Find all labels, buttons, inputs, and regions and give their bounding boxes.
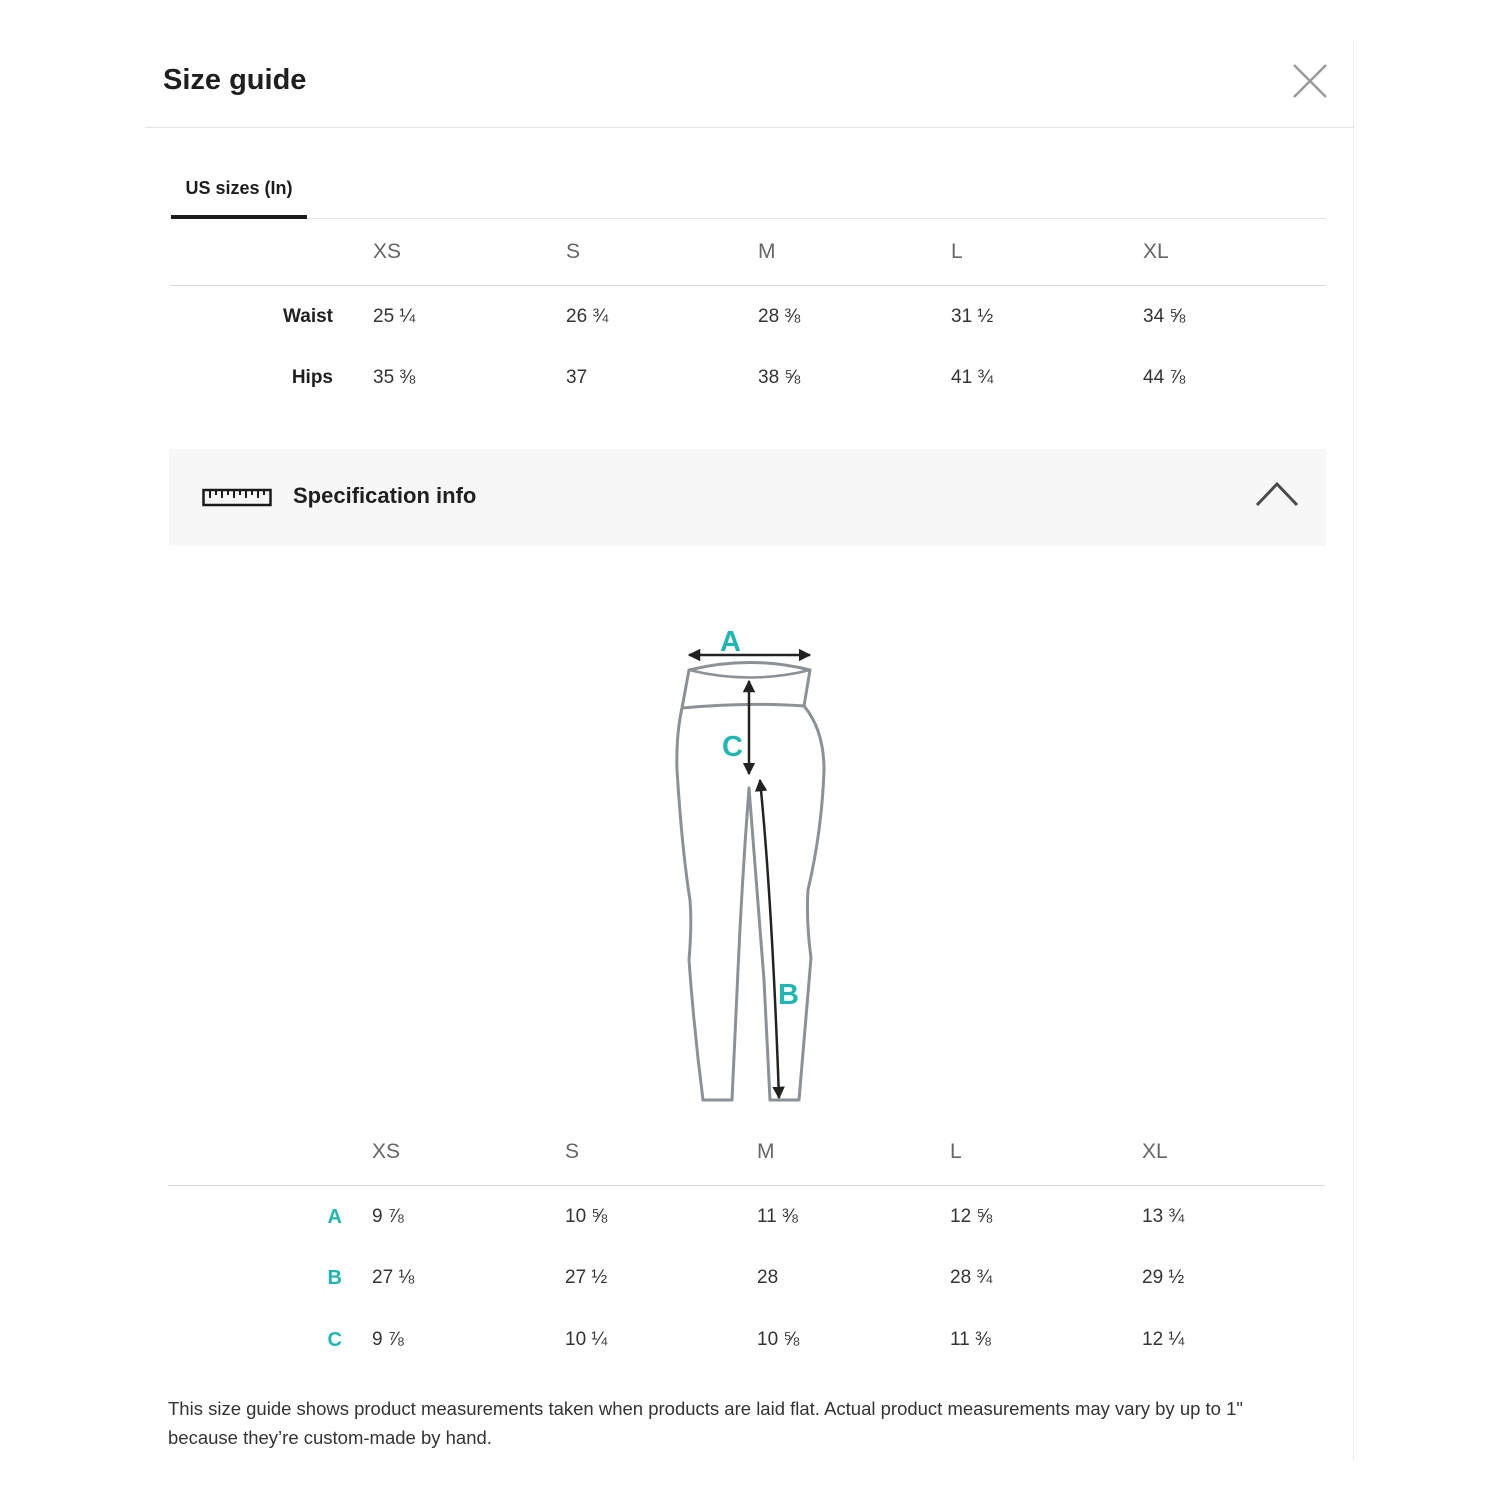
modal-title: Size guide xyxy=(163,64,307,96)
diagram-label-c: C xyxy=(722,731,743,763)
table-cell: 27 ⅛ xyxy=(372,1267,415,1288)
size-guide-modal xyxy=(145,40,1354,1460)
specification-info-title: Specification info xyxy=(293,483,477,508)
size-table-header xyxy=(170,220,1326,285)
column-header: XL xyxy=(1143,220,1326,285)
table-cell: 28 ¾ xyxy=(950,1267,993,1288)
column-header: L xyxy=(951,220,1143,285)
table-cell: 25 ¼ xyxy=(373,306,416,328)
column-header: S xyxy=(566,220,758,285)
table-row xyxy=(168,1247,1325,1309)
modal-header xyxy=(145,40,1354,128)
header-spacer xyxy=(170,220,373,285)
diagram-label-a: A xyxy=(720,626,741,658)
row-label-waist: Waist xyxy=(283,306,333,328)
spec-table-header xyxy=(168,1120,1325,1185)
measurement-note: This size guide shows product measurements taken when products are laid flat. Actual product measurements may vary by up to 1" because they’re custom-made by hand. xyxy=(168,1398,1243,1448)
specification-table xyxy=(168,1120,1325,1371)
ruler-icon xyxy=(202,488,272,513)
tab-us-sizes[interactable]: US sizes (In) xyxy=(171,168,307,219)
row-label-b: B xyxy=(327,1266,342,1289)
table-cell: 13 ¾ xyxy=(1142,1206,1185,1228)
column-header: XS xyxy=(373,220,566,285)
table-cell: 35 ⅜ xyxy=(373,367,416,388)
table-cell: 12 ¼ xyxy=(1142,1329,1185,1350)
table-cell: 11 ⅜ xyxy=(757,1206,798,1228)
table-row xyxy=(168,1309,1325,1371)
table-cell: 10 ¼ xyxy=(565,1329,608,1350)
row-label-a: A xyxy=(327,1205,342,1228)
diagram-label-b: B xyxy=(778,979,799,1011)
table-cell: 28 xyxy=(757,1267,779,1288)
leggings-measurement-diagram xyxy=(670,580,840,1120)
column-header: M xyxy=(757,1120,950,1185)
column-header: M xyxy=(758,220,951,285)
table-row xyxy=(170,285,1326,347)
column-header: XS xyxy=(372,1120,565,1185)
table-cell: 34 ⅝ xyxy=(1143,306,1186,328)
row-label-c: C xyxy=(327,1328,342,1351)
table-cell: 28 ⅜ xyxy=(758,306,801,328)
column-header: L xyxy=(950,1120,1142,1185)
column-header: XL xyxy=(1142,1120,1325,1185)
table-cell: 12 ⅝ xyxy=(950,1206,993,1228)
table-cell: 9 ⅞ xyxy=(372,1329,404,1350)
table-cell: 26 ¾ xyxy=(566,306,609,328)
table-cell: 11 ⅜ xyxy=(950,1329,991,1350)
table-cell: 44 ⅞ xyxy=(1143,367,1186,388)
header-spacer xyxy=(168,1120,372,1185)
table-cell: 29 ½ xyxy=(1142,1267,1185,1288)
close-icon[interactable] xyxy=(1291,62,1329,100)
table-cell: 9 ⅞ xyxy=(372,1206,404,1228)
chevron-up-icon[interactable] xyxy=(1254,479,1300,514)
table-cell: 41 ¾ xyxy=(951,367,994,388)
table-cell: 31 ½ xyxy=(951,306,994,328)
specification-info-toggle[interactable] xyxy=(169,449,1326,546)
table-cell: 38 ⅝ xyxy=(758,367,801,388)
size-table xyxy=(170,220,1326,409)
table-cell: 37 xyxy=(566,367,588,388)
table-cell: 10 ⅝ xyxy=(565,1206,608,1228)
table-cell: 10 ⅝ xyxy=(757,1329,800,1350)
table-row xyxy=(168,1185,1325,1247)
unit-tabs xyxy=(171,168,1326,219)
column-header: S xyxy=(565,1120,757,1185)
table-cell: 27 ½ xyxy=(565,1267,608,1288)
leggings-illustration xyxy=(670,580,840,1120)
row-label-hips: Hips xyxy=(291,367,333,388)
table-row xyxy=(170,347,1326,409)
